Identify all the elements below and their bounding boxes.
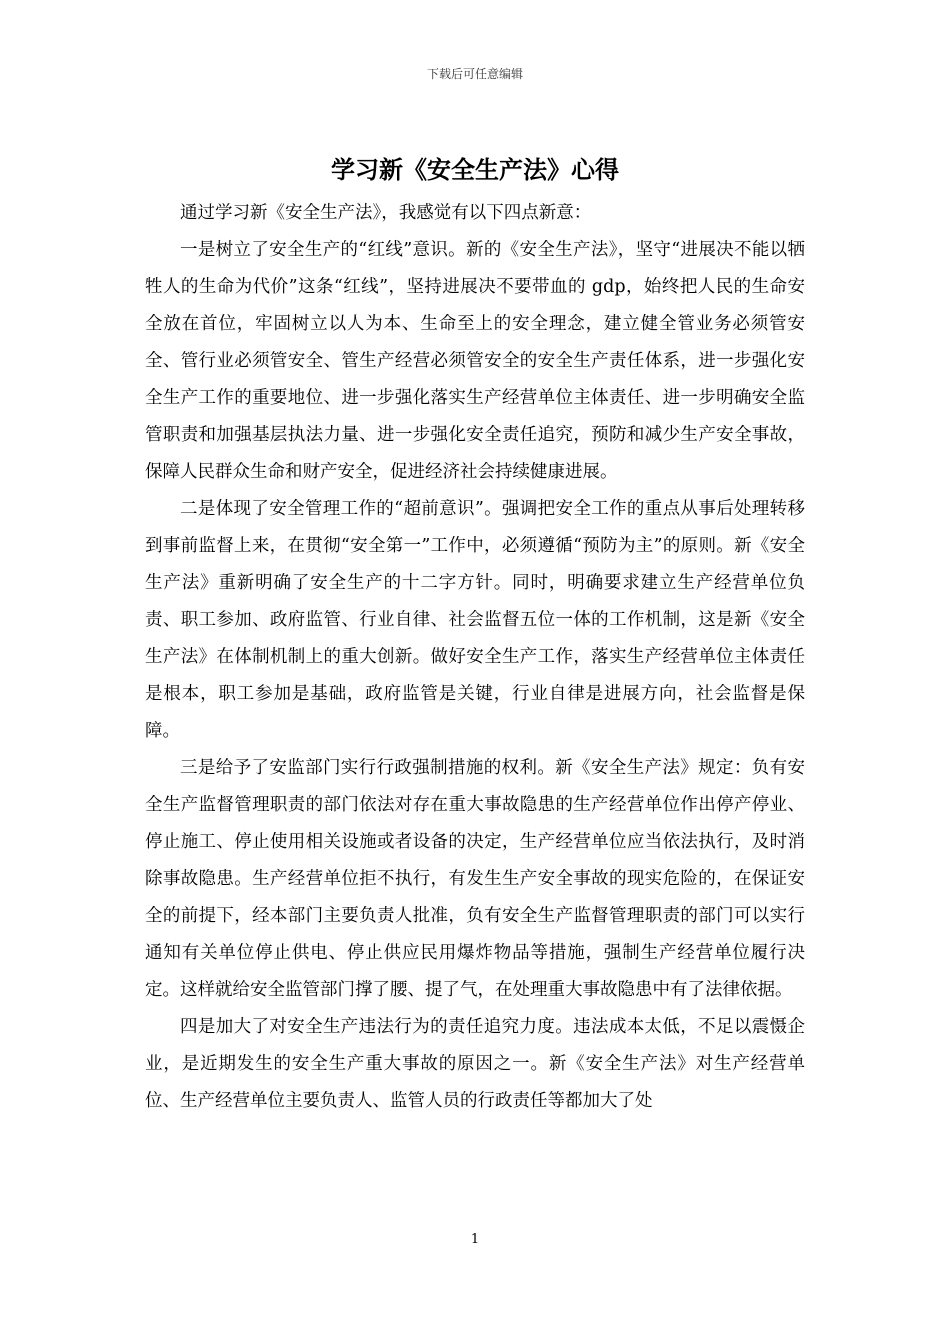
document-body bbox=[145, 195, 805, 1120]
page-number: 1 bbox=[470, 1232, 480, 1247]
paragraph-intro: 通过学习新《安全生产法》，我感觉有以下四点新意： bbox=[180, 203, 592, 223]
paragraph-point-two: 二是体现了安全管理工作的“超前意识”。强调把安全工作的重点从事后处理转移到事前监督上来，在贯彻“安全第一”工作中，必须遵循“预防为主”的原则。新《安全生产法》重新明确了安全生产的十二字方针。同时，明确要求建立生产经营单位负责、职工参加、政府监管、行业自律、社会监督五位一体的工作机制，这是新《安全生产法》在体制机制上的重大创新。做好安全生产工作，落实生产经营单位主体责任是根本，职工参加是基础，政府监管是关键，行业自律是进展方向，社会监督是保障。 bbox=[145, 499, 805, 741]
document-title: 学习新《安全生产法》心得 bbox=[331, 156, 619, 184]
paragraph-point-three: 三是给予了安监部门实行行政强制措施的权利。新《安全生产法》规定：负有安全生产监督管理职责的部门依法对存在重大事故隐患的生产经营单位作出停产停业、停止施工、停止使用相关设施或者设备的决定，生产经营单位应当依法执行，及时消除事故隐患。生产经营单位拒不执行，有发生生产安全事故的现实危险的，在保证安全的前提下，经本部门主要负责人批准，负有安全生产监督管理职责的部门可以实行通知有关单位停止供电、停止供应民用爆炸物品等措施，强制生产经营单位履行决定。这样就给安全监管部门撑了腰、提了气，在处理重大事故隐患中有了法律依据。 bbox=[145, 758, 805, 1000]
page-header: 下载后可任意编辑 bbox=[426, 67, 523, 81]
paragraph-point-one: 一是树立了安全生产的“红线”意识。新的《安全生产法》，坚守“进展决不能以牺牲人的生命为代价”这条“红线”，坚持进展决不要带血的 gdp，始终把人民的生命安全放在首位，牢固树立以人为本、生命至上的安全理念，建立健全管业务必须管安全、管行业必须管安全、管生产经营必须管安全的安全生产责任体系，进一步强化安全生产工作的重要地位、进一步强化落实生产经营单位主体责任、进一步明确安全监管职责和加强基层执法力量、进一步强化安全责任追究，预防和减少生产安全事故，保障人民群众生命和财产安全，促进经济社会持续健康进展。 bbox=[145, 240, 805, 482]
paragraph-point-four: 四是加大了对安全生产违法行为的责任追究力度。违法成本太低，不足以震慑企业，是近期发生的安全生产重大事故的原因之一。新《安全生产法》对生产经营单位、生产经营单位主要负责人、监管人员的行政责任等都加大了处 bbox=[145, 1017, 805, 1111]
